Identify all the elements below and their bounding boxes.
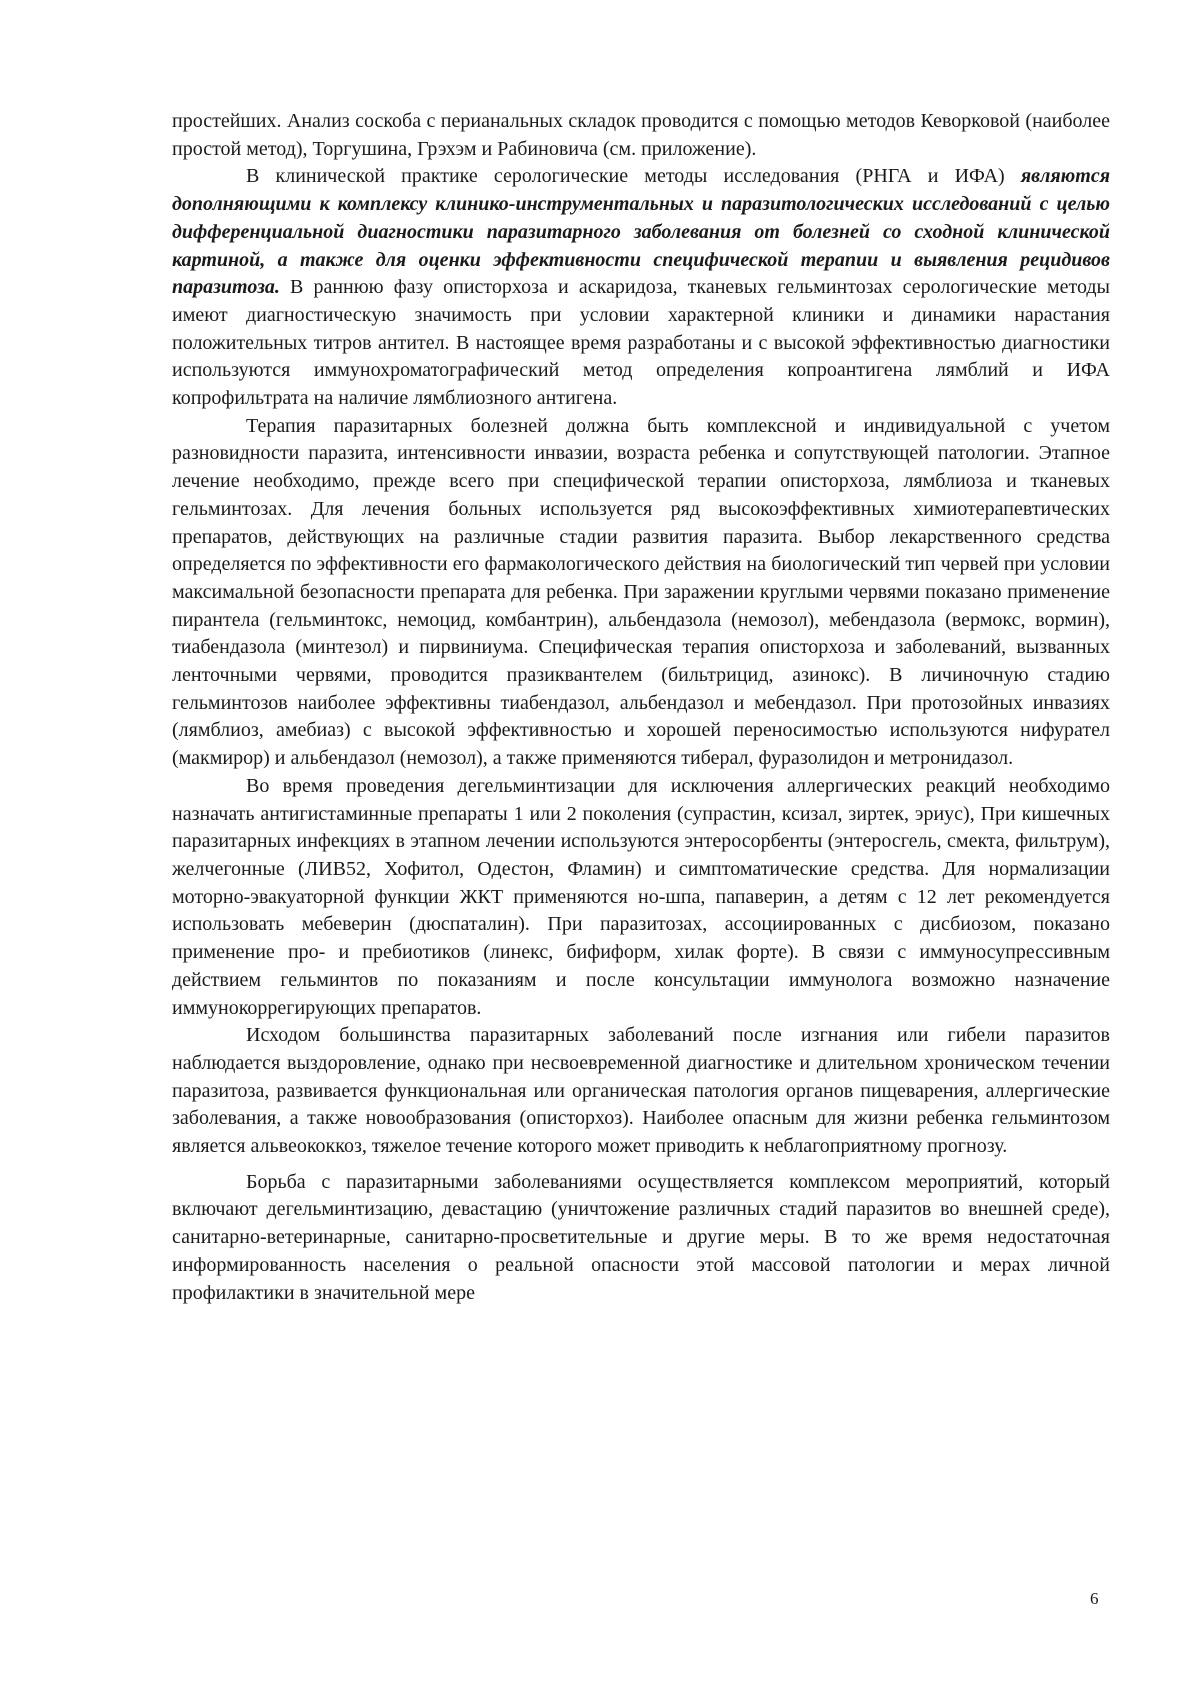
paragraph-2-emphasis: являются дополняющими к комплексу клинико-инструментальных и паразитологических исследований с целью дифференциальной диагностики паразитарного заболевания от болезней со сходной клинической картиной, а также для оценки эффективности специфической терапии и выявления рецидивов паразитоза.	[172, 165, 1110, 299]
paragraph-1: простейших. Анализ соскоба с перианальных складок проводится с помощью методов Кеворковой (наиболее простой метод), Торгушина, Грэхэм и Рабиновича (см. приложение).	[172, 110, 1110, 160]
page-number: 6	[1090, 1589, 1099, 1608]
paragraph-2-intro: В клинической практике серологические методы исследования (РНГА и ИФА)	[246, 165, 1021, 188]
paragraph-4: Во время проведения дегельминтизации для исключения аллергических реакций необходимо назначать антигистаминные препараты 1 или 2 поколения (супрастин, ксизал, зиртек, эриус), При кишечных паразитарных инфекциях в этапном лечении используются энтеросорбенты (энтеросгель, смекта, фильтрум), желчегонные (ЛИВ52, Хофитол, Одестон, Фламин) и симптоматические средства. Для нормализации моторно-эвакуаторной функции ЖКТ применяются но-шпа, папаверин, а детям с 12 лет рекомендуется использовать мебеверин (дюспаталин). При паразитозах, ассоциированных с дисбиозом, показано применение про- и пребиотиков (линекс, бифиформ, хилак форте). В связи с иммуносупрессивным действием гельминтов по показаниям и после консультации иммунолога возможно назначение иммунокоррегирующих препаратов.	[172, 774, 1110, 1019]
paragraph-5: Исходом большинства паразитарных заболеваний после изгнания или гибели паразитов наблюдается выздоровление, однако при несвоевременной диагностике и длительном хроническом течении паразитоза, развивается функциональная или органическая патология органов пищеварения, аллергические заболевания, а также новообразования (описторхоз). Наиболее опасным для жизни ребенка гельминтозом является альвеококкоз, тяжелое течение которого может приводить к неблагоприятному прогнозу.	[172, 1024, 1110, 1158]
paragraph-3: Терапия паразитарных болезней должна быть комплексной и индивидуальной с учетом разновидности паразита, интенсивности инвазии, возраста ребенка и сопутствующей патологии. Этапное лечение необходимо, прежде всего при специфической терапии описторхоза, лямблиоза и тканевых гельминтозах. Для лечения больных используется ряд высокоэффективных химиотерапевтических препаратов, действующих на различные стадии развития паразита. Выбор лекарственного средства определяется по эффективности его фармакологического действия на биологический тип червей при условии максимальной безопасности препарата для ребенка. При заражении круглыми червями показано применение пирантела (гельминтокс, немоцид, комбантрин), альбендазола (немозол), мебендазола (вермокс, вормин), тиабендазола (минтезол) и пирвиниума. Специфическая терапия описторхоза и заболеваний, вызванных ленточными червями, проводится празиквантелем (бильтрицид, азинокс). В личиночную стадию гельминтозов наиболее эффективны тиабендазол, альбендазол и мебендазол. При протозойных инвазиях (лямблиоз, амебиаз) с высокой эффективностью и хорошей переносимостью используются нифурател (макмирор) и альбендазол (немозол), а также применяются тиберал, фуразолидон и метронидазол.	[172, 414, 1110, 770]
paragraph-6: Борьба с паразитарными заболеваниями осуществляется комплексом мероприятий, который включают дегельминтизацию, девастацию (уничтожение различных стадий паразитов во внешней среде), санитарно-ветеринарные, санитарно-просветительные и другие меры. В то же время недостаточная информированность населения о реальной опасности этой массовой патологии и мерах личной профилактики в значительной мере	[172, 1170, 1110, 1304]
paragraph-2	[172, 163, 1110, 412]
document-body	[172, 108, 1110, 1307]
paragraph-2-rest: В раннюю фазу описторхоза и аскаридоза, тканевых гельминтозах серологические методы имеют диагностическую значимость при условии характерной клиники и динамики нарастания положительных титров антител. В настоящее время разработаны и с высокой эффективностью диагностики используются иммунохроматографический метод определения копроантигена лямблий и ИФА копрофильтрата на наличие лямблиозного антигена.	[172, 276, 1110, 410]
